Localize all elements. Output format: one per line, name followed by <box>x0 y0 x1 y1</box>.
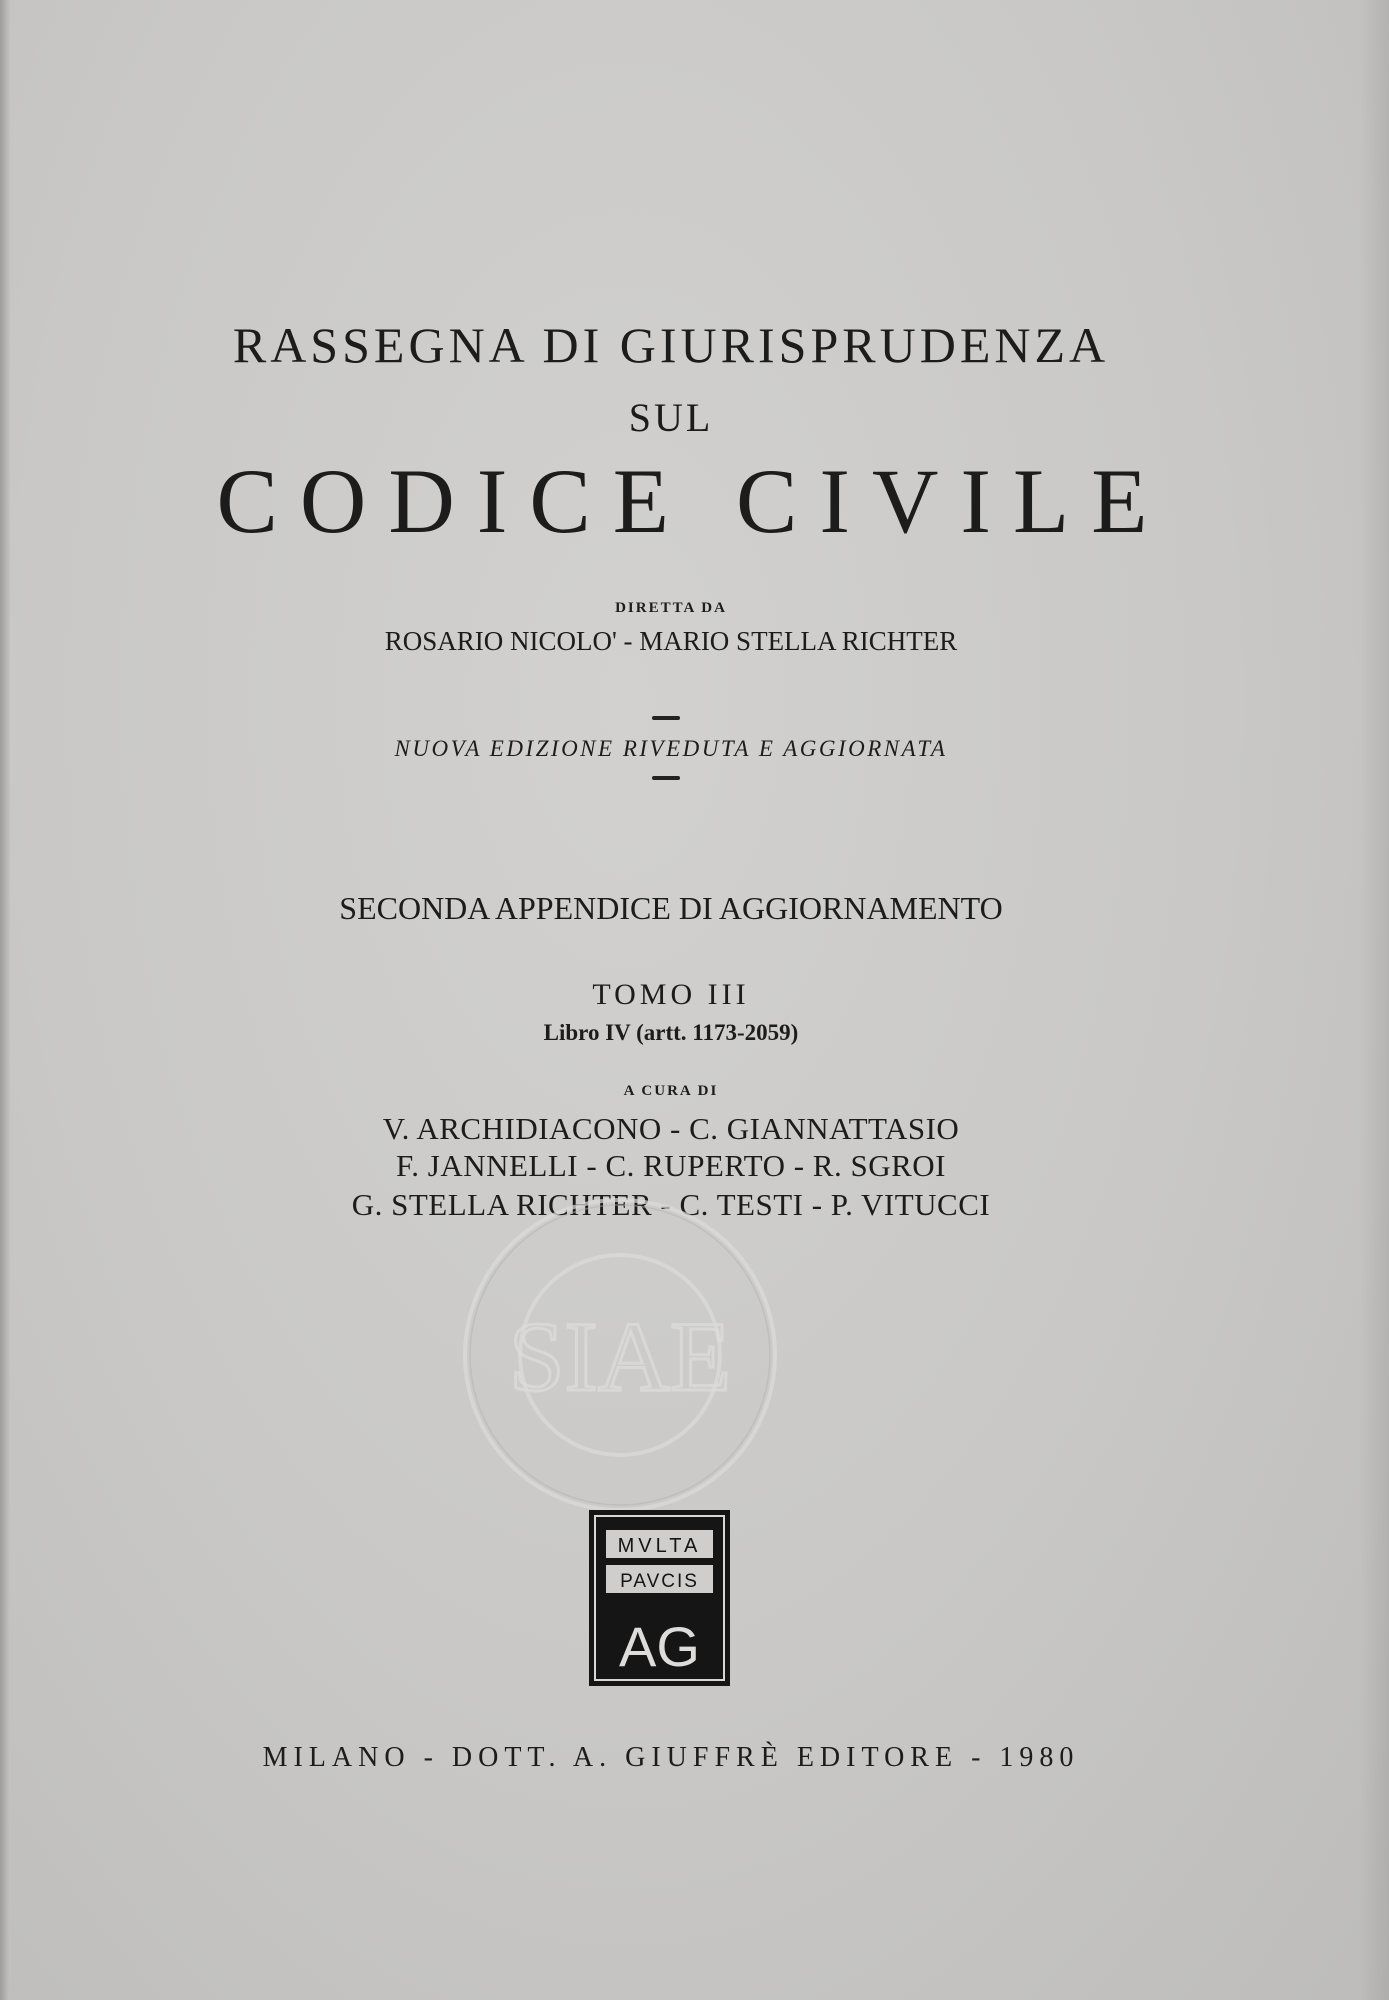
svg-text:SIAE: SIAE <box>508 1301 732 1412</box>
series-title: RASSEGNA DI GIURISPRUDENZA <box>232 317 1110 373</box>
directed-by-label: DIRETTA DA <box>615 600 727 616</box>
page-shadow <box>1359 0 1389 2000</box>
publisher-imprint: MILANO - DOTT. A. GIUFFRÈ EDITORE - 1980 <box>262 1742 1080 1773</box>
volume-number: TOMO III <box>592 978 750 1011</box>
page-binding-edge <box>0 0 10 2000</box>
editors-line: F. JANNELLI - C. RUPERTO - R. SGROI <box>396 1148 946 1183</box>
editors-line: V. ARCHIDIACONO - C. GIANNATTASIO <box>382 1111 960 1146</box>
main-title: CODICE CIVILE <box>216 450 1170 552</box>
edition-note: NUOVA EDIZIONE RIVEDUTA E AGGIORNATA <box>394 736 948 761</box>
book-range: Libro IV (artt. 1173-2059) <box>543 1020 799 1045</box>
embossed-seal <box>455 1190 785 1520</box>
svg-text:MVLTA: MVLTA <box>617 1535 702 1557</box>
svg-text:AG: AG <box>619 1615 700 1678</box>
ornament-dash <box>652 776 680 780</box>
edited-by-label: A CURA DI <box>623 1083 719 1099</box>
publisher-logo <box>589 1510 730 1686</box>
ornament-dash <box>652 716 680 720</box>
directors: ROSARIO NICOLO' - MARIO STELLA RICHTER <box>384 626 958 656</box>
svg-text:PAVCIS: PAVCIS <box>620 1571 699 1592</box>
editors-line: G. STELLA RICHTER - C. TESTI - P. VITUCCI <box>351 1187 991 1222</box>
title-connector: SUL <box>628 395 714 440</box>
appendix-title: SECONDA APPENDICE DI AGGIORNAMENTO <box>339 890 1003 926</box>
